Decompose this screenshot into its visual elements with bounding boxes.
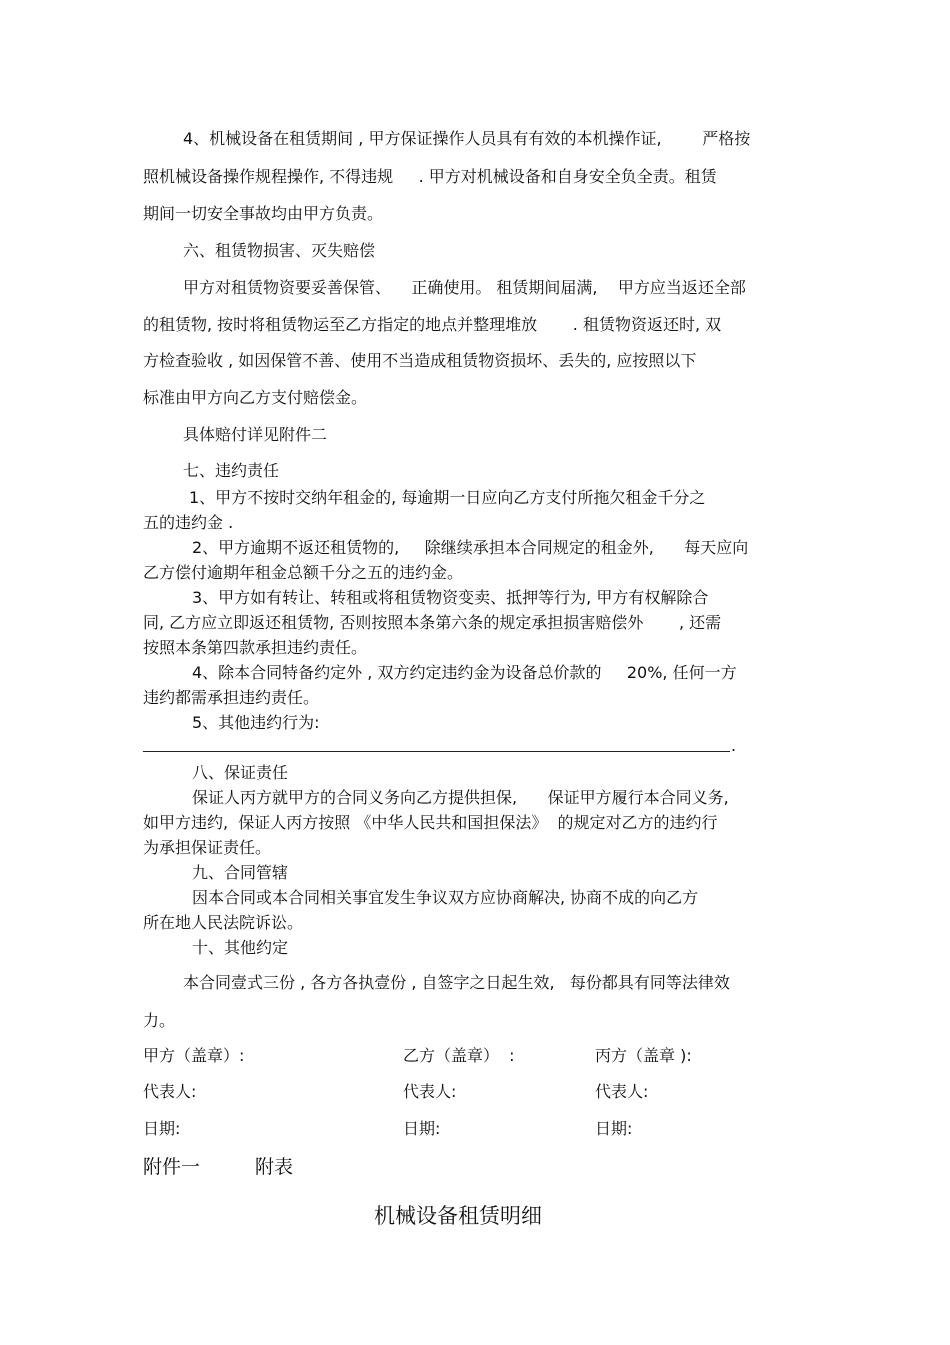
section6-heading: 六、租赁物损害、灭失赔偿 [183,241,376,260]
section9-para-line1: 因本合同或本合同相关事宜发生争议双方应协商解决, 协商不成的向乙方 [192,888,699,907]
section7-item1-line1: 1、甲方不按时交纳年租金的, 每逾期一日应向乙方支付所拖欠租金千分之 [189,488,706,507]
party-a-date: 日期: [143,1119,181,1138]
section10-para-line1: 本合同壹式三份 , 各方各执壹份 , 自签字之日起生效, 每份都具有同等法律效 [183,973,730,992]
section7-item3-line2: 同, 乙方应立即返还租赁物, 否则按照本条第六条的规定承担损害赔偿外 , 还需 [143,613,722,632]
blank-line-end-period: . [731,736,737,755]
section7-item2-line1: 2、甲方逾期不返还租赁物的, 除继续承担本合同规定的租金外, 每天应向 [192,538,749,557]
section7-item1-line2: 五的违约金 . [143,513,234,532]
section10-heading: 十、其他约定 [192,938,289,957]
party-b-date: 日期: [403,1119,441,1138]
appendix-label: 附件一 [143,1156,201,1178]
section7-item4-line2: 违约都需承担违约责任。 [143,688,320,707]
party-c-date: 日期: [595,1119,633,1138]
section7-item4-line1: 4、除本合同特备约定外 , 双方约定违约金为设备总价款的 20%, 任何一方 [192,663,737,682]
section10-para-line2: 力。 [143,1011,176,1030]
section8-para-line3: 为承担保证责任。 [143,838,272,857]
section7-heading: 七、违约责任 [183,461,280,480]
section8-para-line1: 保证人丙方就甲方的合同义务向乙方提供担保, 保证甲方履行本合同义务, [192,788,729,807]
clause4-line2: 照机械设备操作规程操作, 不得违规 . 甲方对机械设备和自身安全负全责。租赁 [143,167,717,186]
party-b-representative: 代表人: [403,1082,457,1101]
blank-fill-line [143,751,730,752]
section8-heading: 八、保证责任 [192,763,289,782]
section7-item3-line3: 按照本条第四款承担违约责任。 [143,638,368,657]
appendix-sub-label: 附表 [255,1156,294,1178]
section7-item2-line2: 乙方偿付逾期年租金总额千分之五的违约金。 [143,563,464,582]
party-a-representative: 代表人: [143,1082,197,1101]
party-b-seal: 乙方（盖章） : [403,1046,515,1065]
party-a-seal: 甲方（盖章）: [143,1046,245,1065]
section9-para-line2: 所在地人民法院诉讼。 [143,913,304,932]
section6-para-line2: 的租赁物, 按时将租赁物运至乙方指定的地点并整理堆放 . 租赁物资返还时, 双 [143,315,722,334]
appendix-title: 机械设备租赁明细 [374,1204,542,1228]
party-c-representative: 代表人: [595,1082,649,1101]
section6-para-line1: 甲方对租赁物资要妥善保管、 正确使用。 租赁期间届满, 甲方应当返还全部 [183,278,746,297]
section7-item5: 5、其他违约行为: [192,713,320,732]
clause4-line3: 期间一切安全事故均由甲方负责。 [143,204,384,223]
section7-item3-line1: 3、甲方如有转让、转租或将租赁物资变卖、抵押等行为, 甲方有权解除合 [192,588,709,607]
section6-appendix-ref: 具体赔付详见附件二 [183,425,328,444]
section9-heading: 九、合同管辖 [192,863,289,882]
party-c-seal: 丙方（盖章 ): [595,1046,692,1065]
clause4-line1: 4、机械设备在租赁期间 , 甲方保证操作人员具有有效的本机操作证, 严格按 [183,129,751,148]
section8-para-line2: 如甲方违约, 保证人丙方按照 《中华人民共和国担保法》 的规定对乙方的违约行 [143,813,718,832]
section6-para-line3: 方检查验收 , 如因保管不善、使用不当造成租赁物资损坏、丢失的, 应按照以下 [143,351,697,370]
section6-para-line4: 标准由甲方向乙方支付赔偿金。 [143,388,368,407]
